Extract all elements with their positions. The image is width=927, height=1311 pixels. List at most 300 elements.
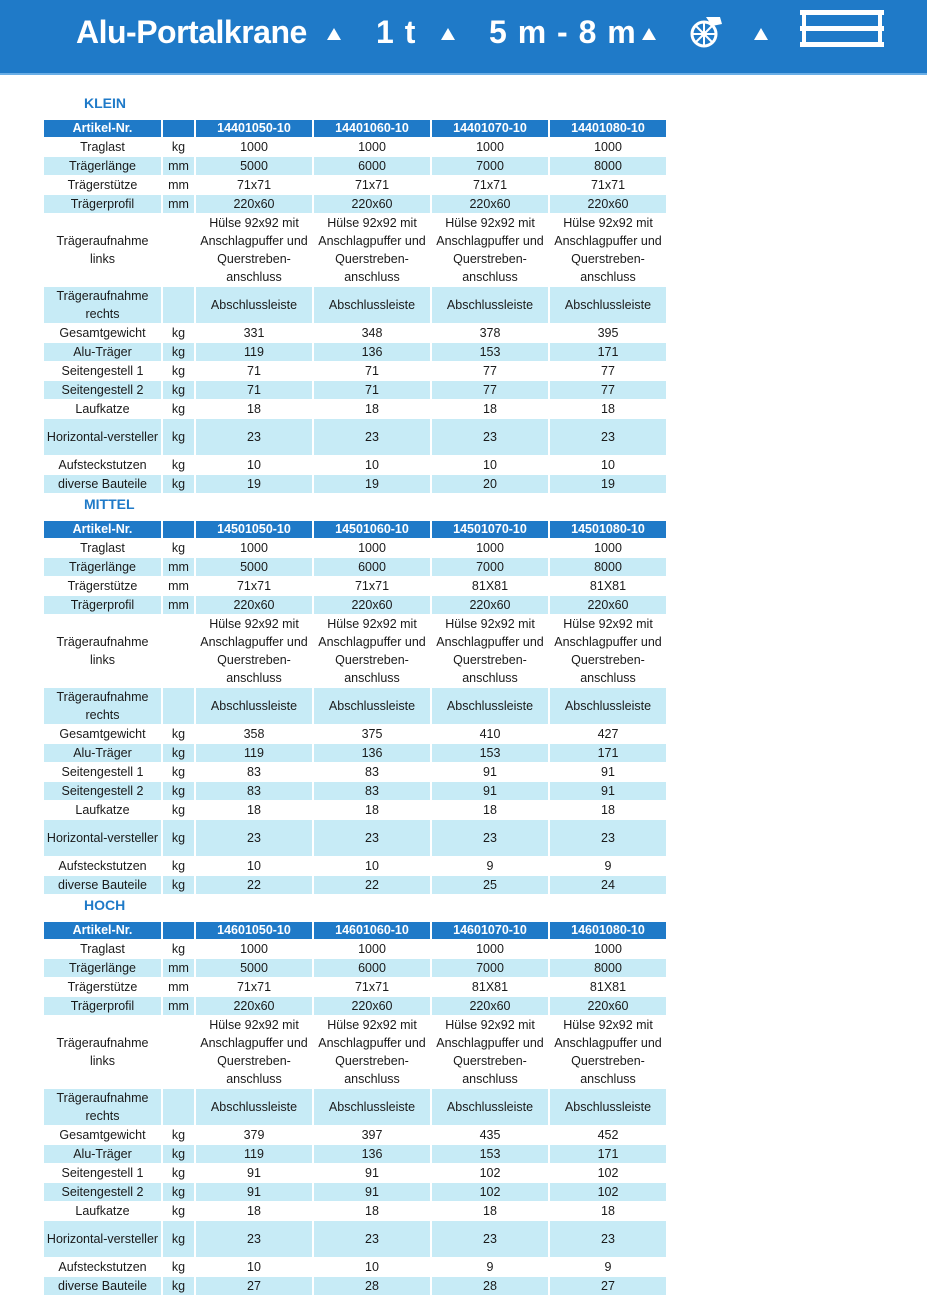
table-cell: 18	[550, 801, 666, 819]
row-label: diverse Bauteile	[44, 876, 161, 894]
table-cell: 18	[550, 1202, 666, 1220]
table-cell: 1000	[314, 138, 430, 156]
table-cell: 102	[550, 1164, 666, 1182]
table-cell: 10	[196, 1258, 312, 1276]
table-cell: 83	[196, 763, 312, 781]
table-row-traegerlaenge	[44, 157, 666, 175]
table-cell: 19	[550, 475, 666, 493]
table-cell: 83	[196, 782, 312, 800]
table-cell: 452	[550, 1126, 666, 1144]
table-cell: Hülse 92x92 mit Anschlagpuffer und Querstreben-anschluss	[432, 214, 548, 286]
section-title-klein: KLEIN	[84, 95, 126, 111]
table-cell: 136	[314, 343, 430, 361]
table-cell: Hülse 92x92 mit Anschlagpuffer und Querstreben-anschluss	[196, 615, 312, 687]
table-cell: 71x71	[196, 577, 312, 595]
table-cell: 77	[432, 362, 548, 380]
row-label: Horizontal-versteller	[44, 419, 161, 455]
table-cell: Abschlussleiste	[432, 688, 548, 724]
table-row-traegerstuetze	[44, 577, 666, 595]
table-row-traegerlaenge	[44, 558, 666, 576]
table-cell: 71	[314, 381, 430, 399]
article-number: 14401080-10	[550, 120, 666, 137]
table-row-traegerprofil	[44, 596, 666, 614]
table-row-aufsteck	[44, 456, 666, 474]
table-cell: 71x71	[196, 176, 312, 194]
table-cell: 7000	[432, 157, 548, 175]
table-cell: 23	[196, 419, 312, 455]
table-row-traglast	[44, 138, 666, 156]
row-unit	[163, 287, 194, 323]
table-cell: 397	[314, 1126, 430, 1144]
row-label: Trägerlänge	[44, 959, 161, 977]
table-cell: 220x60	[196, 195, 312, 213]
row-label: Trägerprofil	[44, 997, 161, 1015]
row-unit: kg	[163, 876, 194, 894]
article-number: 14501050-10	[196, 521, 312, 538]
table-cell: 91	[314, 1164, 430, 1182]
row-unit: kg	[163, 456, 194, 474]
table-cell: 18	[196, 400, 312, 418]
table-cell: Abschlussleiste	[314, 1089, 430, 1125]
row-unit: mm	[163, 195, 194, 213]
table-cell: 8000	[550, 558, 666, 576]
row-label: Trägerlänge	[44, 157, 161, 175]
table-cell: 23	[314, 419, 430, 455]
table-cell: 91	[550, 763, 666, 781]
table-row-alu_traeger	[44, 744, 666, 762]
table-cell: Abschlussleiste	[550, 1089, 666, 1125]
table-cell: 71x71	[432, 176, 548, 194]
row-unit	[163, 214, 194, 286]
table-row-horizontal	[44, 820, 666, 856]
table-cell: 6000	[314, 558, 430, 576]
table-cell: 1000	[432, 940, 548, 958]
table-cell: Abschlussleiste	[196, 688, 312, 724]
row-label: Laufkatze	[44, 400, 161, 418]
table-row-traegerstuetze	[44, 176, 666, 194]
table-row-seitengestell2	[44, 1183, 666, 1201]
table-cell: 435	[432, 1126, 548, 1144]
table-cell: 91	[432, 782, 548, 800]
page-header	[0, 0, 927, 75]
table-cell: 18	[314, 1202, 430, 1220]
table-cell: 1000	[196, 940, 312, 958]
frame-icon	[800, 9, 884, 49]
article-number: 14501080-10	[550, 521, 666, 538]
table-cell: 24	[550, 876, 666, 894]
table-header-row	[44, 521, 666, 538]
row-label: Traglast	[44, 138, 161, 156]
row-label: Traglast	[44, 940, 161, 958]
article-number: 14401050-10	[196, 120, 312, 137]
row-label: Trägerstütze	[44, 577, 161, 595]
triangle-bullet-icon	[327, 28, 341, 40]
table-cell: 23	[550, 1221, 666, 1257]
table-cell: 6000	[314, 157, 430, 175]
table-row-aufsteck	[44, 857, 666, 875]
table-cell: 71x71	[314, 978, 430, 996]
table-cell: 23	[550, 419, 666, 455]
row-unit: kg	[163, 419, 194, 455]
table-cell: 10	[550, 456, 666, 474]
row-unit: mm	[163, 959, 194, 977]
table-row-aufnahme_links	[44, 615, 666, 687]
table-row-aufsteck	[44, 1258, 666, 1276]
triangle-bullet-icon	[642, 28, 656, 40]
table-cell: 410	[432, 725, 548, 743]
table-row-alu_traeger	[44, 343, 666, 361]
row-label: Trägerstütze	[44, 978, 161, 996]
row-unit: kg	[163, 324, 194, 342]
table-row-aufnahme_rechts	[44, 287, 666, 323]
row-unit: kg	[163, 400, 194, 418]
table-cell: 71x71	[550, 176, 666, 194]
table-cell: 220x60	[314, 195, 430, 213]
row-label: Trägeraufnahme links	[44, 1016, 161, 1088]
row-unit: kg	[163, 725, 194, 743]
table-cell: 23	[432, 419, 548, 455]
table-cell: 220x60	[196, 997, 312, 1015]
article-number: 14501070-10	[432, 521, 548, 538]
table-cell: 220x60	[550, 997, 666, 1015]
table-cell: 119	[196, 343, 312, 361]
table-cell: 71	[196, 381, 312, 399]
table-cell: Hülse 92x92 mit Anschlagpuffer und Querstreben-anschluss	[550, 615, 666, 687]
row-unit: kg	[163, 1202, 194, 1220]
row-label: Trägerlänge	[44, 558, 161, 576]
row-label: Seitengestell 2	[44, 1183, 161, 1201]
row-label: Alu-Träger	[44, 1145, 161, 1163]
table-cell: 220x60	[314, 596, 430, 614]
table-cell: 379	[196, 1126, 312, 1144]
row-label: Aufsteckstutzen	[44, 456, 161, 474]
table-cell: 10	[314, 1258, 430, 1276]
table-cell: Hülse 92x92 mit Anschlagpuffer und Querstreben-anschluss	[550, 214, 666, 286]
table-cell: 171	[550, 744, 666, 762]
table-cell: Hülse 92x92 mit Anschlagpuffer und Querstreben-anschluss	[196, 1016, 312, 1088]
column-header-unit	[163, 922, 194, 939]
row-label: Aufsteckstutzen	[44, 1258, 161, 1276]
table-row-seitengestell1	[44, 763, 666, 781]
table-cell: 81X81	[550, 577, 666, 595]
row-label: Trägeraufnahme links	[44, 214, 161, 286]
article-number: 14601080-10	[550, 922, 666, 939]
table-cell: 220x60	[550, 195, 666, 213]
table-cell: 102	[550, 1183, 666, 1201]
row-unit: kg	[163, 362, 194, 380]
article-number: 14501060-10	[314, 521, 430, 538]
table-row-traegerlaenge	[44, 959, 666, 977]
row-unit: mm	[163, 558, 194, 576]
row-unit: kg	[163, 1183, 194, 1201]
table-cell: 18	[314, 801, 430, 819]
row-unit: kg	[163, 381, 194, 399]
row-label: Laufkatze	[44, 801, 161, 819]
table-row-seitengestell2	[44, 782, 666, 800]
row-label: Trägerstütze	[44, 176, 161, 194]
table-cell: 136	[314, 1145, 430, 1163]
table-cell: 81X81	[432, 577, 548, 595]
table-cell: 18	[314, 400, 430, 418]
table-row-horizontal	[44, 419, 666, 455]
table-header-row	[44, 922, 666, 939]
table-cell: Hülse 92x92 mit Anschlagpuffer und Querstreben-anschluss	[196, 214, 312, 286]
column-header-artikel: Artikel-Nr.	[44, 120, 161, 137]
row-unit: kg	[163, 539, 194, 557]
row-unit: mm	[163, 997, 194, 1015]
row-label: diverse Bauteile	[44, 475, 161, 493]
table-cell: 18	[432, 1202, 548, 1220]
table-row-traegerstuetze	[44, 978, 666, 996]
table-row-alu_traeger	[44, 1145, 666, 1163]
table-cell: 9	[550, 857, 666, 875]
table-cell: 23	[196, 1221, 312, 1257]
table-cell: Hülse 92x92 mit Anschlagpuffer und Querstreben-anschluss	[314, 615, 430, 687]
table-cell: 81X81	[432, 978, 548, 996]
table-row-aufnahme_rechts	[44, 1089, 666, 1125]
table-cell: 10	[196, 857, 312, 875]
table-cell: Hülse 92x92 mit Anschlagpuffer und Querstreben-anschluss	[550, 1016, 666, 1088]
table-cell: 348	[314, 324, 430, 342]
row-label: Laufkatze	[44, 1202, 161, 1220]
row-unit: mm	[163, 596, 194, 614]
table-cell: Hülse 92x92 mit Anschlagpuffer und Querstreben-anschluss	[432, 1016, 548, 1088]
table-cell: 5000	[196, 959, 312, 977]
triangle-bullet-icon	[441, 28, 455, 40]
table-cell: 9	[432, 1258, 548, 1276]
table-cell: 1000	[550, 940, 666, 958]
table-cell: 71x71	[314, 176, 430, 194]
row-label: Seitengestell 2	[44, 782, 161, 800]
table-cell: 358	[196, 725, 312, 743]
table-cell: 71x71	[196, 978, 312, 996]
table-row-diverse	[44, 1277, 666, 1295]
column-header-unit	[163, 521, 194, 538]
row-label: Seitengestell 1	[44, 362, 161, 380]
capacity-label: 1 t	[376, 14, 417, 50]
table-row-traglast	[44, 539, 666, 557]
table-cell: 395	[550, 324, 666, 342]
row-label: Seitengestell 2	[44, 381, 161, 399]
row-label: Trägeraufnahme rechts	[44, 1089, 161, 1125]
row-label: Alu-Träger	[44, 343, 161, 361]
table-cell: 27	[550, 1277, 666, 1295]
article-number: 14401060-10	[314, 120, 430, 137]
table-cell: 10	[432, 456, 548, 474]
table-cell: 1000	[432, 539, 548, 557]
row-unit	[163, 1016, 194, 1088]
row-unit: kg	[163, 343, 194, 361]
table-cell: 25	[432, 876, 548, 894]
row-unit: kg	[163, 475, 194, 493]
table-cell: Abschlussleiste	[196, 1089, 312, 1125]
row-unit: kg	[163, 820, 194, 856]
table-cell: 119	[196, 744, 312, 762]
table-cell: 1000	[314, 940, 430, 958]
table-cell: 10	[314, 456, 430, 474]
table-cell: 427	[550, 725, 666, 743]
table-cell: 102	[432, 1183, 548, 1201]
table-cell: Abschlussleiste	[432, 287, 548, 323]
table-cell: 27	[196, 1277, 312, 1295]
table-cell: 83	[314, 763, 430, 781]
table-row-traegerprofil	[44, 997, 666, 1015]
table-row-gesamtgewicht	[44, 324, 666, 342]
table-row-gesamtgewicht	[44, 725, 666, 743]
table-cell: 83	[314, 782, 430, 800]
table-cell: 378	[432, 324, 548, 342]
table-cell: 91	[550, 782, 666, 800]
table-cell: 375	[314, 725, 430, 743]
table-cell: 18	[432, 400, 548, 418]
table-cell: 23	[314, 1221, 430, 1257]
table-cell: Abschlussleiste	[196, 287, 312, 323]
table-cell: 220x60	[314, 997, 430, 1015]
row-unit: mm	[163, 577, 194, 595]
row-label: Aufsteckstutzen	[44, 857, 161, 875]
table-row-laufkatze	[44, 1202, 666, 1220]
table-cell: 8000	[550, 959, 666, 977]
table-cell: 19	[314, 475, 430, 493]
table-cell: 18	[196, 801, 312, 819]
row-unit: kg	[163, 782, 194, 800]
table-cell: 5000	[196, 157, 312, 175]
row-label: Gesamtgewicht	[44, 1126, 161, 1144]
table-row-horizontal	[44, 1221, 666, 1257]
row-unit: kg	[163, 138, 194, 156]
row-unit: kg	[163, 1126, 194, 1144]
table-cell: 220x60	[432, 596, 548, 614]
table-cell: 220x60	[550, 596, 666, 614]
row-unit: kg	[163, 1258, 194, 1276]
table-row-aufnahme_links	[44, 214, 666, 286]
table-cell: 77	[550, 362, 666, 380]
table-cell: 91	[196, 1164, 312, 1182]
table-cell: 171	[550, 1145, 666, 1163]
spec-table-klein	[42, 119, 668, 494]
table-cell: 1000	[550, 138, 666, 156]
row-unit: kg	[163, 857, 194, 875]
table-row-seitengestell1	[44, 362, 666, 380]
table-row-laufkatze	[44, 801, 666, 819]
spec-table-mittel	[42, 520, 668, 895]
table-cell: 18	[196, 1202, 312, 1220]
table-cell: 20	[432, 475, 548, 493]
row-label: Trägerprofil	[44, 195, 161, 213]
section-title-mittel: MITTEL	[84, 496, 135, 512]
table-cell: 153	[432, 343, 548, 361]
table-cell: 6000	[314, 959, 430, 977]
row-label: Gesamtgewicht	[44, 725, 161, 743]
table-cell: 91	[432, 763, 548, 781]
table-cell: 153	[432, 1145, 548, 1163]
table-cell: 91	[196, 1183, 312, 1201]
row-unit: kg	[163, 940, 194, 958]
row-label: Horizontal-versteller	[44, 1221, 161, 1257]
wheel-icon	[688, 14, 724, 50]
row-label: Seitengestell 1	[44, 763, 161, 781]
table-row-gesamtgewicht	[44, 1126, 666, 1144]
table-cell: 10	[314, 857, 430, 875]
spec-table-hoch	[42, 921, 668, 1296]
row-unit: kg	[163, 1221, 194, 1257]
table-row-aufnahme_rechts	[44, 688, 666, 724]
table-cell: 22	[314, 876, 430, 894]
table-cell: 8000	[550, 157, 666, 175]
table-header-row	[44, 120, 666, 137]
article-number: 14601050-10	[196, 922, 312, 939]
table-row-traegerprofil	[44, 195, 666, 213]
column-header-artikel: Artikel-Nr.	[44, 922, 161, 939]
table-cell: 220x60	[196, 596, 312, 614]
column-header-unit	[163, 120, 194, 137]
table-cell: 1000	[314, 539, 430, 557]
table-row-seitengestell2	[44, 381, 666, 399]
table-cell: 81X81	[550, 978, 666, 996]
table-cell: 23	[432, 820, 548, 856]
table-row-diverse	[44, 876, 666, 894]
table-cell: 18	[432, 801, 548, 819]
row-label: Traglast	[44, 539, 161, 557]
length-range-label: 5 m - 8 m	[489, 14, 637, 50]
table-cell: Hülse 92x92 mit Anschlagpuffer und Querstreben-anschluss	[314, 214, 430, 286]
row-unit: mm	[163, 176, 194, 194]
row-label: Alu-Träger	[44, 744, 161, 762]
table-cell: 119	[196, 1145, 312, 1163]
table-cell: 28	[314, 1277, 430, 1295]
table-cell: 71x71	[314, 577, 430, 595]
table-cell: Abschlussleiste	[550, 688, 666, 724]
row-unit: kg	[163, 763, 194, 781]
table-cell: 10	[196, 456, 312, 474]
table-cell: 1000	[196, 539, 312, 557]
table-cell: Hülse 92x92 mit Anschlagpuffer und Querstreben-anschluss	[314, 1016, 430, 1088]
row-unit: mm	[163, 157, 194, 175]
article-number: 14601070-10	[432, 922, 548, 939]
row-unit	[163, 688, 194, 724]
table-cell: Abschlussleiste	[550, 287, 666, 323]
table-cell: Hülse 92x92 mit Anschlagpuffer und Querstreben-anschluss	[432, 615, 548, 687]
row-unit: kg	[163, 744, 194, 762]
table-cell: 331	[196, 324, 312, 342]
triangle-bullet-icon	[754, 28, 768, 40]
table-cell: 9	[432, 857, 548, 875]
table-cell: 71	[314, 362, 430, 380]
table-cell: 22	[196, 876, 312, 894]
row-label: Trägeraufnahme rechts	[44, 688, 161, 724]
row-label: Seitengestell 1	[44, 1164, 161, 1182]
table-cell: 77	[432, 381, 548, 399]
article-number: 14401070-10	[432, 120, 548, 137]
table-cell: 7000	[432, 959, 548, 977]
table-cell: Abschlussleiste	[432, 1089, 548, 1125]
page-title: Alu-Portalkrane	[76, 14, 307, 50]
table-cell: 1000	[432, 138, 548, 156]
table-cell: 23	[432, 1221, 548, 1257]
table-cell: 5000	[196, 558, 312, 576]
table-cell: 77	[550, 381, 666, 399]
table-cell: 23	[550, 820, 666, 856]
table-cell: 7000	[432, 558, 548, 576]
table-cell: 102	[432, 1164, 548, 1182]
table-cell: 71	[196, 362, 312, 380]
table-cell: 220x60	[432, 195, 548, 213]
section-title-hoch: HOCH	[84, 897, 126, 913]
row-label: Horizontal-versteller	[44, 820, 161, 856]
table-cell: 9	[550, 1258, 666, 1276]
table-cell: 1000	[196, 138, 312, 156]
table-row-traglast	[44, 940, 666, 958]
